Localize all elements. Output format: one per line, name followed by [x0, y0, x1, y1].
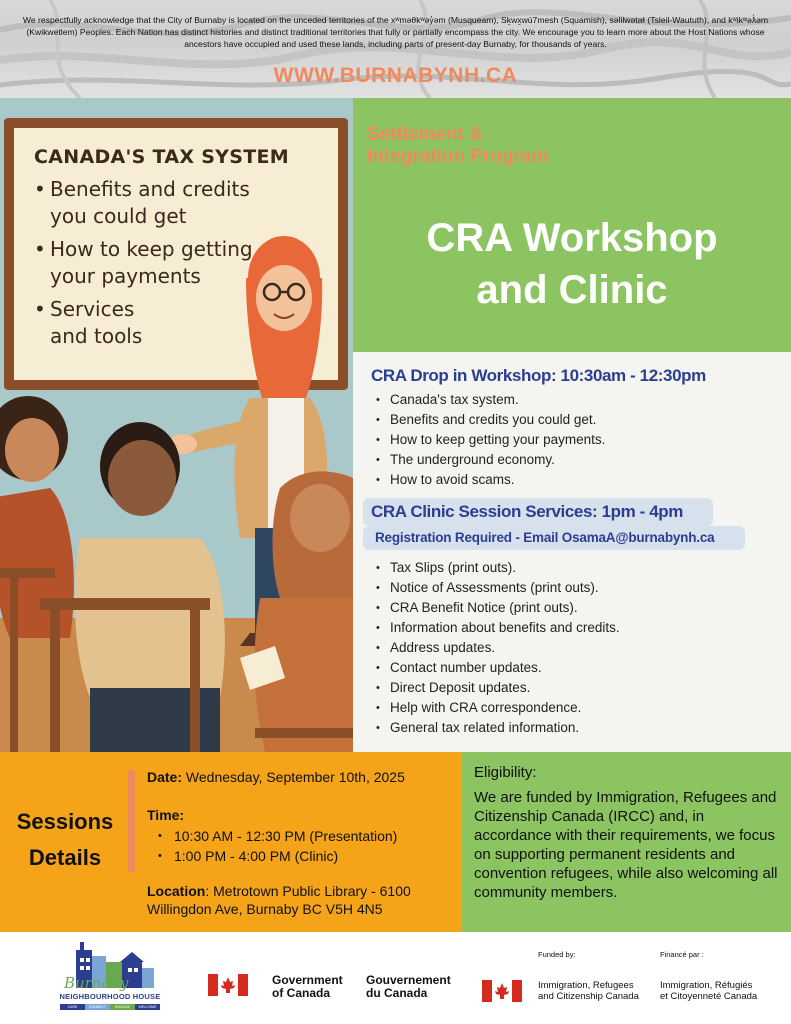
board-list: [34, 176, 334, 350]
sessions-details: [0, 752, 462, 932]
strip-word: CARE: [60, 1004, 85, 1010]
gov-fr-line-1: Gouvernement: [366, 973, 451, 987]
board-item: • Benefits and credits you could get: [34, 176, 264, 230]
gov-en-line-1: Government: [272, 973, 343, 987]
title-line-2: and Clinic: [476, 268, 668, 312]
location-label: Location: [147, 883, 206, 899]
top-banner: [0, 0, 791, 98]
list-item: • CRA Benefit Notice (print outs).: [375, 598, 620, 618]
eligibility-title: Eligibility:: [474, 764, 537, 781]
eligibility-text: We are funded by Immigration, Refugees and Citizenship Canada (IRCC) and, in accordance with their requirements, we focus on supporting permanent residents and convention refugees, while also welcoming all community members.: [474, 789, 778, 901]
list-item: • Address updates.: [375, 638, 620, 658]
land-acknowledgement: We respectfully acknowledge that the City of Burnaby is located on the unceded territories of the xʷməθkʷəy̓əm (Musqueam), Sḵwx̱wú7mesh (Squamish), səlilwətaɬ (Tsleil-Waututh), and kʷikʷəƛ̓əm (Kwikwetlem) Peoples. Each Nation has distinct histories and distinct traditional territories that fully or partially encompass the city. We encourage you to learn more about the Host Nations whose ancestors have occupied and used these lands, including parts of present-day Burnaby, for thousands of years.: [22, 15, 769, 49]
program-name: [367, 124, 549, 168]
finance-par-label: Financé par :: [660, 950, 704, 959]
government-of-canada-en: [272, 974, 343, 1000]
eligibility-panel: [462, 752, 791, 932]
session-date: [147, 768, 447, 786]
list-item: • How to avoid scams.: [375, 470, 605, 490]
clinic-title: CRA Clinic Session Services: 1pm - 4pm: [371, 502, 684, 521]
ircc-en-line-2: and Citizenship Canada: [538, 991, 639, 1002]
workshop-list: [375, 390, 605, 490]
gov-fr-line-2: du Canada: [366, 986, 428, 1000]
board-item: • Services and tools: [34, 296, 164, 350]
sessions-label-line-1: Sessions: [16, 809, 114, 834]
bnh-logo-name: NEIGHBOURHOOD HOUSE: [59, 992, 161, 1001]
accent-bar: [128, 770, 135, 872]
ircc-name-en: [538, 980, 639, 1002]
canada-flag-icon: [208, 974, 248, 996]
title-panel: [353, 98, 791, 352]
board-title: CANADA'S TAX SYSTEM: [34, 146, 289, 168]
time-item: • 10:30 AM - 12:30 PM (Presentation): [157, 826, 447, 846]
website-link[interactable]: WWW.BURNABYNH.CA: [273, 64, 518, 87]
list-item: • Notice of Assessments (print outs).: [375, 578, 620, 598]
list-item: • Benefits and credits you could get.: [375, 410, 605, 430]
bnh-logo-strip: [60, 1004, 160, 1010]
list-item: • Help with CRA correspondence.: [375, 698, 620, 718]
sessions-label: [0, 804, 130, 876]
info-panel: [353, 352, 791, 752]
time-label: Time:: [147, 807, 185, 823]
strip-word: WELCOME: [135, 1004, 160, 1010]
clinic-list: [375, 558, 620, 738]
list-item: • Information about benefits and credits.: [375, 618, 620, 638]
date-value: Wednesday, September 10th, 2025: [182, 769, 405, 785]
board-item: • How to keep getting your payments: [34, 236, 264, 290]
whiteboard-text: [34, 146, 334, 356]
ircc-fr-line-2: et Citoyenneté Canada: [660, 991, 758, 1002]
list-item: • How to keep getting your payments.: [375, 430, 605, 450]
list-item: • Direct Deposit updates.: [375, 678, 620, 698]
footer: [0, 932, 791, 1024]
sessions-label-line-2: Details: [28, 845, 102, 870]
funded-by-label: Funded by:: [538, 950, 576, 959]
time-list: [157, 826, 447, 866]
program-line-1: Settlement &: [367, 124, 484, 145]
list-item: • Canada's tax system.: [375, 390, 605, 410]
session-location: [147, 882, 447, 918]
strip-word: CONNECT: [85, 1004, 110, 1010]
ircc-fr-line-1: Immigration, Réfugiés: [660, 980, 753, 991]
time-item: • 1:00 PM - 4:00 PM (Clinic): [157, 846, 447, 866]
list-item: • Contact number updates.: [375, 658, 620, 678]
canada-flag-icon: [482, 980, 522, 1002]
date-label: Date:: [147, 769, 183, 785]
sessions-info: [147, 768, 447, 918]
program-line-2: Integration Program: [367, 146, 549, 167]
government-of-canada-fr: [366, 974, 451, 1000]
bnh-logo-script: Burnaby: [64, 974, 129, 992]
workshop-title: CRA Drop in Workshop: 10:30am - 12:30pm: [371, 366, 706, 385]
location-value: : Metrotown Public Library - 6100 Willingdon Ave, Burnaby BC V5H 4N5: [147, 883, 411, 917]
gov-en-line-2: of Canada: [272, 986, 331, 1000]
strip-word: ENGAGE: [110, 1004, 135, 1010]
page-title: [353, 212, 791, 316]
ircc-name-fr: [660, 980, 757, 1002]
list-item: • The underground economy.: [375, 450, 605, 470]
ircc-en-line-1: Immigration, Refugees: [538, 980, 634, 991]
list-item: • Tax Slips (print outs).: [375, 558, 620, 578]
list-item: • General tax related information.: [375, 718, 620, 738]
registration-notice[interactable]: Registration Required - Email OsamaA@burnabynh.ca: [375, 530, 715, 545]
classroom-illustration: [0, 98, 353, 752]
title-line-1: CRA Workshop: [426, 216, 718, 260]
